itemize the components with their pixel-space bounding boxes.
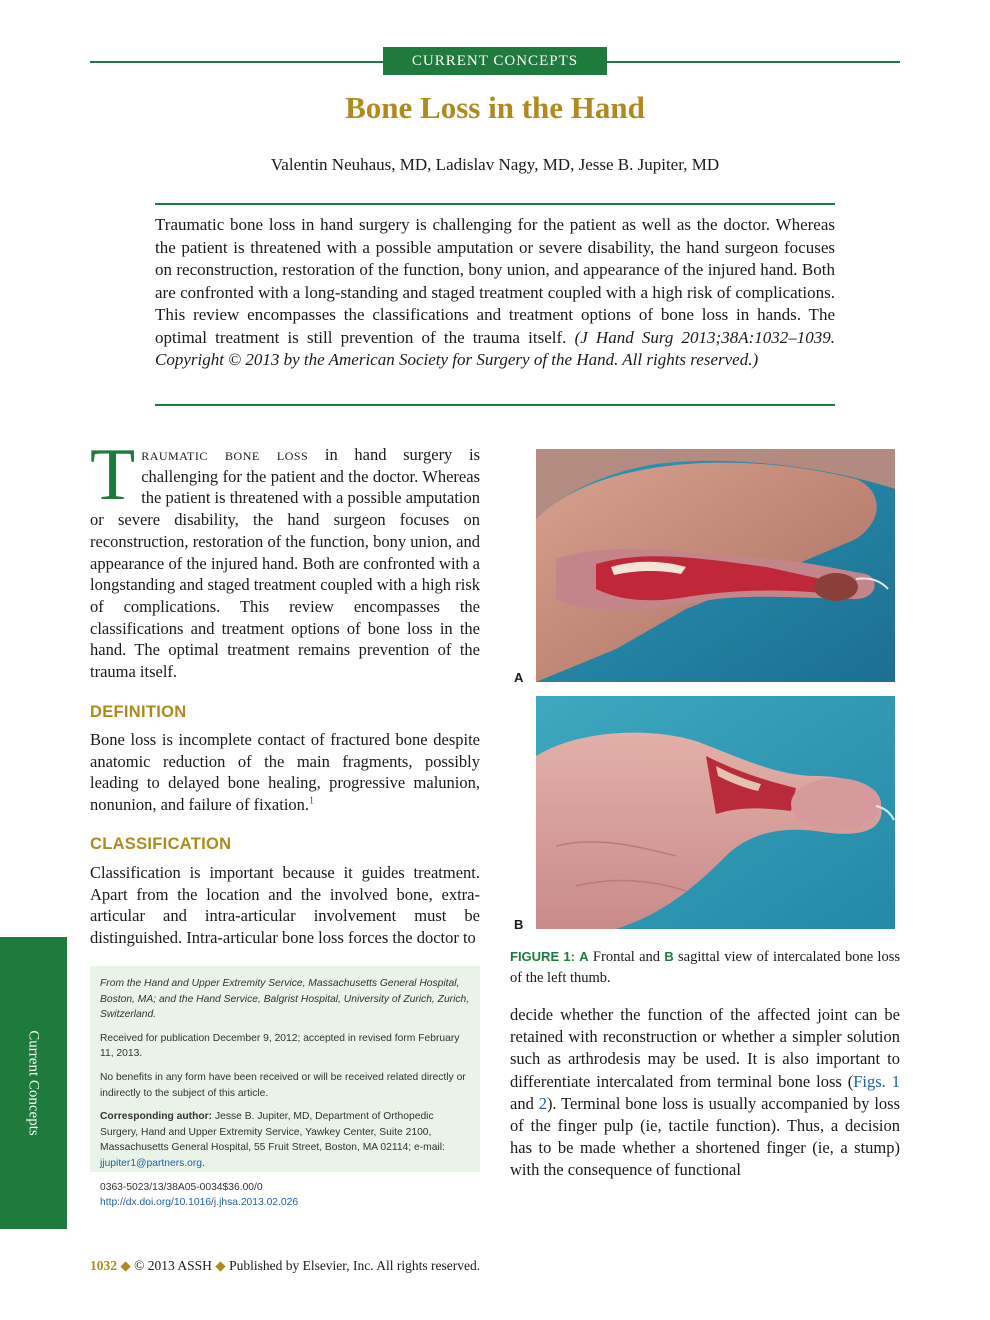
page-number: 1032 xyxy=(90,1258,117,1273)
footer-publisher: Published by Elsevier, Inc. All rights reserved. xyxy=(229,1258,481,1273)
figure-label-a: A xyxy=(514,670,524,685)
intro-paragraph xyxy=(90,434,480,683)
caption-a: A xyxy=(579,949,589,964)
caption-b: B xyxy=(664,949,674,964)
reference-1[interactable]: 1 xyxy=(309,795,315,807)
classification-paragraph: Classification is important because it guides treatment. Apart from the location and the involved bone, extra-articular and intra-articular involvement must be distinguished. Intra-articular bone loss forces the doctor to xyxy=(90,863,480,948)
corr-text: Jesse B. Jupiter, MD, Department of Orthopedic Surgery, Hand and Upper Extremity Service, Yawkey Center, Suite 2100, Massachusetts General Hospital, 55 Fruit Street, Boston, MA 02114; e-mail: xyxy=(100,1111,445,1154)
abstract-rule-bottom xyxy=(155,404,835,406)
side-tab xyxy=(0,937,67,1229)
figure-label-b: B xyxy=(514,917,524,932)
authors: Valentin Neuhaus, MD, Ladislav Nagy, MD, Jesse B. Jupiter, MD xyxy=(270,155,720,174)
email-link[interactable]: jjupiter1@partners.org xyxy=(100,1157,203,1169)
issn: 0363-5023/13/38A05-0034$36.00/0 xyxy=(100,1181,263,1193)
header-rule-left xyxy=(90,61,383,63)
definition-heading: DEFINITION xyxy=(90,703,187,721)
affiliation-box xyxy=(90,966,480,1209)
affiliation-received: Received for publication December 9, 2012; accepted in revised form February 11, 2013. xyxy=(100,1032,460,1060)
caption-text-1: Frontal and xyxy=(588,949,665,965)
footer-copyright: © 2013 ASSH xyxy=(134,1258,212,1273)
figure-1a-photo xyxy=(536,449,895,682)
right-column-paragraph xyxy=(510,1004,900,1182)
figs-1-link[interactable]: Figs. 1 xyxy=(853,1071,901,1091)
figure-1b-photo xyxy=(536,696,895,929)
drop-cap: T xyxy=(90,434,136,516)
header-rule-right xyxy=(607,61,900,63)
section-badge: CURRENT CONCEPTS xyxy=(383,47,607,75)
definition-paragraph xyxy=(90,729,480,816)
doi-link[interactable]: http://dx.doi.org/10.1016/j.jhsa.2013.02.026 xyxy=(100,1197,299,1209)
abstract-rule-top xyxy=(155,203,835,205)
figure-caption xyxy=(510,946,900,989)
classification-heading: CLASSIFICATION xyxy=(90,835,232,853)
abstract-citation: (J Hand Surg 2013;38A:1032–1039. Copyright © 2013 by the American Society for Surgery of the Hand. All rights reserved.) xyxy=(155,327,835,369)
affiliation-benefits: No benefits in any form have been received or will be received related directly or indirectly to the subject of this article. xyxy=(100,1071,466,1099)
footer-separator-1: ◆ xyxy=(120,1258,131,1273)
footer-separator-2: ◆ xyxy=(215,1258,226,1273)
side-tab-label: Current Concepts xyxy=(25,1030,42,1136)
abstract xyxy=(155,214,835,372)
corresponding-author: Corresponding author: Jesse B. Jupiter, MD, Department of Orthopedic Surgery, Hand and Upper Extremity Service, Yawkey Center, Suite 2100, Massachusetts General Hospital, 55 Fruit Street, Boston, MA 02114; e-mail: jjupiter1@partners.org. xyxy=(100,1111,445,1169)
intro-text: in hand surgery is challenging for the patient and the doctor. Whereas the patient is threatened with a possible amputation or severe disability, the hand surgeon focuses on reconstruction, restoration of the function, bony union, and appearance of the injured hand. Both are confronted with a longstanding and staged treatment coupled with a high risk of complications. This review encompasses the classifications and treatment options of bone loss in the hand. The optimal treatment remains prevention of the trauma itself. xyxy=(90,445,480,682)
right-text-2: ). Terminal bone loss is usually accompanied by loss of the finger pulp (ie, tactile function). Thus, a decision has to be made whether a shortened finger (ie, a stump) with the consequence of functional xyxy=(510,1093,901,1180)
right-and: and xyxy=(510,1093,539,1113)
right-text-1: decide whether the function of the affected joint can be retained with reconstruction or whether a simpler solution such as arthrodesis may be used. It is also important to differentiate intercalated from terminal bone loss ( xyxy=(510,1005,900,1091)
definition-text: Bone loss is incomplete contact of fractured bone despite anatomic reduction of the main fragments, possibly leading to delayed bone healing, progressive malunion, nonunion, and failure of fixation. xyxy=(90,730,480,815)
fig-2-link[interactable]: 2 xyxy=(538,1093,547,1113)
corr-label: Corresponding author: xyxy=(100,1111,213,1123)
intro-smallcaps: raumatic bone loss xyxy=(141,445,309,464)
caption-text-2: sagittal view of intercalated bone loss of the left thumb. xyxy=(510,949,900,986)
page-footer xyxy=(90,1258,480,1274)
hand-frontal-image xyxy=(536,449,895,682)
caption-label: FIGURE 1: xyxy=(510,949,575,964)
article-title: Bone Loss in the Hand xyxy=(345,90,645,125)
abstract-text: Traumatic bone loss in hand surgery is challenging for the patient as well as the doctor. Whereas the patient is threatened with a possible amputation or severe disability, the hand surgeon focuses on reconstruction, restoration of the function, bony union, and appearance of the injured hand. Both are confronted with a long-standing and staged treatment coupled with a high risk of complications. This review encompasses the classifications and treatment options of bone loss in hands. The optimal treatment is still prevention of the trauma itself. xyxy=(155,215,835,347)
hand-sagittal-image xyxy=(536,696,895,929)
issn-doi xyxy=(100,1180,471,1211)
affiliation-from: From the Hand and Upper Extremity Service, Massachusetts General Hospital, Boston, MA; and the Hand Service, Balgrist Hospital, University of Zurich, Zurich, Switzerland. xyxy=(100,978,470,1021)
